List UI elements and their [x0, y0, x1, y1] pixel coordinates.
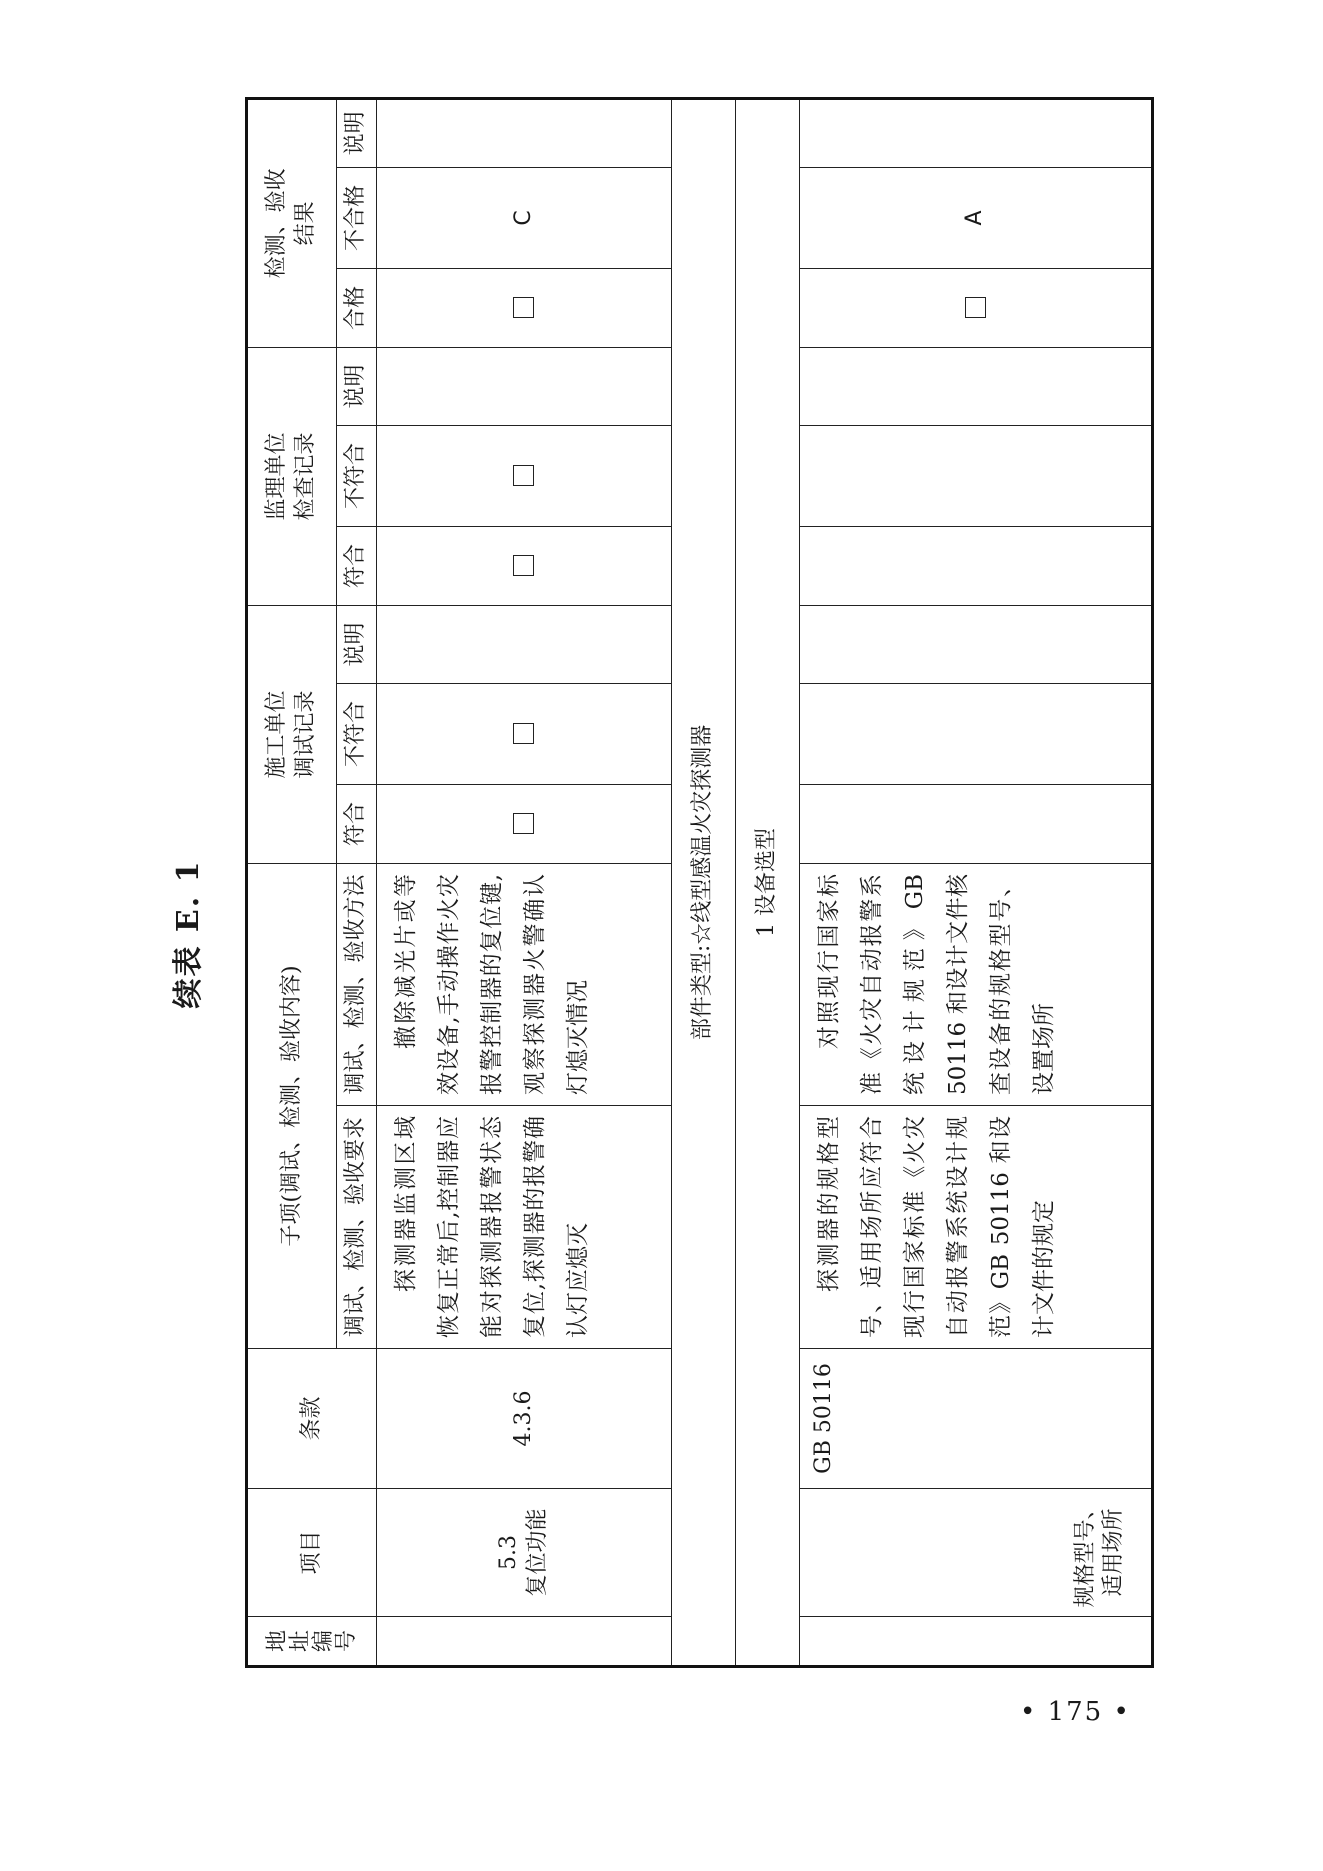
header-supervision-line-2: 检查记录 [293, 432, 318, 521]
header-construction-nonconform: 不符合 [337, 683, 377, 784]
row2-supervision-note [800, 347, 1153, 425]
header-address-no: 地址编号 [247, 1617, 377, 1667]
header-construction-conform: 符合 [337, 784, 377, 863]
checkbox-icon[interactable] [965, 297, 986, 318]
header-construction-line-1: 施工单位 [264, 690, 290, 779]
header-construction-group [247, 605, 337, 863]
row2-construction-note [800, 605, 1153, 683]
section-row-component-type [672, 98, 736, 1666]
row2-address-no [800, 1617, 1153, 1667]
row1-supervision-note [377, 347, 672, 425]
row1-result-note [377, 98, 672, 167]
row1-requirement: 探测器监测区域恢复正常后,控制器应能对探测器报警状态复位,探测器的报警确认灯应熄灭 [377, 1106, 672, 1349]
header-construction-line-2: 调试记录 [293, 690, 318, 779]
row2-requirement: 探测器的规格型号、适用场所应符合现行国家标准《火灾自动报警系统设计规范》GB 50116 和设计文件的规定 [800, 1106, 1153, 1349]
header-supervision-nonconform: 不符合 [337, 425, 377, 526]
checkbox-icon[interactable] [513, 555, 534, 576]
row1-construction-note [377, 605, 672, 683]
header-supervision-line-1: 监理单位 [264, 432, 290, 521]
header-requirements: 调试、检测、验收要求 [337, 1106, 377, 1349]
header-subitem: 子项(调试、检测、验收内容) [247, 863, 337, 1348]
rotated-page [171, 111, 1151, 1668]
row2-item [800, 1489, 1153, 1617]
header-result-qualified: 合格 [337, 268, 377, 347]
header-method: 调试、检测、验收方法 [337, 863, 377, 1105]
row1-method: 撤除减光片或等效设备,手动操作火灾报警控制器的复位键,观察探测器火警确认灯熄灭情况 [377, 863, 672, 1105]
table-row [800, 98, 1153, 1666]
row2-method: 对照现行国家标准《火灾自动报警系统设计规范》GB 50116 和设计文件核查设备的规格型号、设置场所 [800, 863, 1153, 1105]
header-clause: 条款 [247, 1349, 377, 1489]
row1-address-no [377, 1617, 672, 1667]
table-title: 续表 E. 1 [171, 859, 206, 1009]
header-result-line-1: 检测、验收 [264, 168, 290, 279]
checkbox-icon[interactable] [513, 297, 534, 318]
header-supervision-note: 说明 [337, 347, 377, 425]
page-number: • 175 • [1020, 1697, 1131, 1727]
header-supervision-group [247, 347, 337, 605]
header-supervision-conform: 符合 [337, 526, 377, 605]
row2-result-note [800, 98, 1153, 167]
section-component-type: 部件类型:☆线型感温火灾探测器 [672, 98, 736, 1666]
row2-result-qualified[interactable] [800, 268, 1153, 347]
row2-item-line-1: 规格型号、 [1072, 1497, 1098, 1608]
row1-result-qualified[interactable] [377, 268, 672, 347]
section-row-device-selection [736, 98, 800, 1666]
inspection-table [245, 97, 1154, 1668]
header-result-line-2: 结果 [293, 201, 318, 246]
row1-supervision-nonconform[interactable] [377, 425, 672, 526]
checkbox-icon[interactable] [513, 465, 534, 486]
header-result-group [247, 98, 337, 347]
row2-grade: A [800, 167, 1153, 268]
header-result-unqualified: 不合格 [337, 167, 377, 268]
row2-item-line-2: 适用场所 [1101, 1508, 1127, 1597]
row1-item-number: 5.3 [496, 1535, 522, 1570]
table-row [377, 98, 672, 1666]
row1-construction-nonconform[interactable] [377, 683, 672, 784]
row2-supervision-nonconform [800, 425, 1153, 526]
section-device-selection: 1 设备选型 [736, 98, 800, 1666]
header-construction-note: 说明 [337, 605, 377, 683]
row1-supervision-conform[interactable] [377, 526, 672, 605]
row2-supervision-conform [800, 526, 1153, 605]
header-result-note: 说明 [337, 98, 377, 167]
row2-construction-nonconform [800, 683, 1153, 784]
row1-item-name: 复位功能 [525, 1508, 550, 1597]
row1-grade: C [377, 167, 672, 268]
checkbox-icon[interactable] [513, 723, 534, 744]
row1-construction-conform[interactable] [377, 784, 672, 863]
row1-clause: 4.3.6 [377, 1349, 672, 1489]
checkbox-icon[interactable] [513, 813, 534, 834]
row2-clause: GB 50116 [800, 1349, 1153, 1489]
row2-construction-conform [800, 784, 1153, 863]
row1-item [377, 1489, 672, 1617]
header-item: 项目 [247, 1489, 377, 1617]
